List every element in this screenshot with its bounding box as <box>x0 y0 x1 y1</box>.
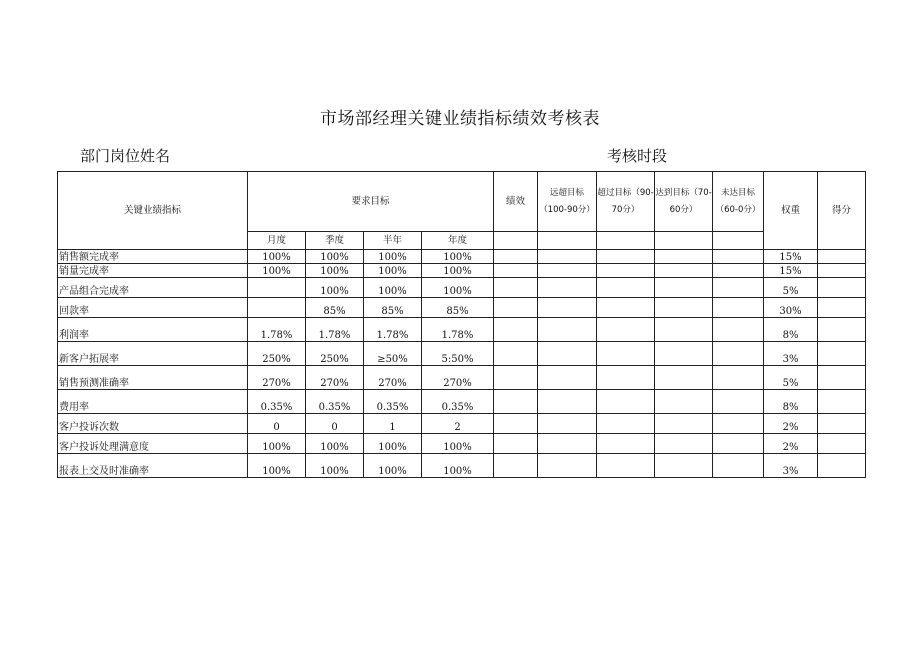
far-exceed-cell <box>538 264 597 278</box>
table-row <box>58 390 866 414</box>
target-year: 0.35% <box>422 390 494 414</box>
performance-cell <box>494 250 538 264</box>
reach-cell <box>655 318 713 342</box>
target-quarter: 1.78% <box>306 318 364 342</box>
reach-cell <box>655 278 713 298</box>
header-quarter: 季度 <box>306 232 364 250</box>
miss-cell <box>713 390 764 414</box>
weight-cell: 30% <box>764 298 818 318</box>
target-half-year: 100% <box>364 434 422 454</box>
exceed-cell <box>597 434 655 454</box>
weight-cell: 2% <box>764 434 818 454</box>
far-exceed-cell <box>538 434 597 454</box>
target-half-year: 100% <box>364 264 422 278</box>
header-reach: 达到目标（70-60分） <box>655 172 713 232</box>
kpi-name: 费用率 <box>58 390 248 414</box>
table-row <box>58 318 866 342</box>
table-row <box>58 342 866 366</box>
score-cell <box>818 342 866 366</box>
miss-cell <box>713 342 764 366</box>
target-quarter: 100% <box>306 454 364 478</box>
empty-cell <box>655 232 713 250</box>
weight-cell: 5% <box>764 366 818 390</box>
exceed-cell <box>597 278 655 298</box>
far-exceed-cell <box>538 342 597 366</box>
target-quarter: 0.35% <box>306 390 364 414</box>
kpi-name: 客户投诉次数 <box>58 414 248 434</box>
reach-cell <box>655 264 713 278</box>
target-month: 270% <box>248 366 306 390</box>
table-row <box>58 298 866 318</box>
target-month: 100% <box>248 434 306 454</box>
far-exceed-cell <box>538 454 597 478</box>
miss-cell <box>713 298 764 318</box>
target-half-year: 1.78% <box>364 318 422 342</box>
exceed-cell <box>597 264 655 278</box>
table-row <box>58 264 866 278</box>
weight-cell: 15% <box>764 250 818 264</box>
reach-cell <box>655 342 713 366</box>
kpi-name: 客户投诉处理满意度 <box>58 434 248 454</box>
miss-cell <box>713 264 764 278</box>
exceed-cell <box>597 390 655 414</box>
far-exceed-cell <box>538 390 597 414</box>
dept-position-name-label: 部门岗位姓名 <box>80 147 171 165</box>
far-exceed-cell <box>538 318 597 342</box>
far-exceed-cell <box>538 278 597 298</box>
score-cell <box>818 264 866 278</box>
kpi-table-body <box>58 250 866 478</box>
target-year: 5:50% <box>422 342 494 366</box>
far-exceed-cell <box>538 414 597 434</box>
target-quarter: 0 <box>306 414 364 434</box>
weight-cell: 3% <box>764 454 818 478</box>
reach-cell <box>655 250 713 264</box>
exceed-cell <box>597 454 655 478</box>
score-cell <box>818 414 866 434</box>
kpi-name: 新客户拓展率 <box>58 342 248 366</box>
target-half-year: 100% <box>364 454 422 478</box>
performance-cell <box>494 390 538 414</box>
table-row <box>58 278 866 298</box>
miss-cell <box>713 434 764 454</box>
score-cell <box>818 278 866 298</box>
kpi-name: 销售额完成率 <box>58 250 248 264</box>
weight-cell: 15% <box>764 264 818 278</box>
header-exceed: 超过目标（90-70分） <box>597 172 655 232</box>
target-month: 1.78% <box>248 318 306 342</box>
far-exceed-cell <box>538 250 597 264</box>
target-half-year: 270% <box>364 366 422 390</box>
empty-cell <box>494 232 538 250</box>
weight-cell: 8% <box>764 318 818 342</box>
target-year: 1.78% <box>422 318 494 342</box>
target-quarter: 270% <box>306 366 364 390</box>
score-cell <box>818 298 866 318</box>
target-quarter: 85% <box>306 298 364 318</box>
performance-cell <box>494 298 538 318</box>
reach-cell <box>655 390 713 414</box>
exceed-cell <box>597 250 655 264</box>
target-month: 100% <box>248 250 306 264</box>
performance-cell <box>494 366 538 390</box>
performance-cell <box>494 342 538 366</box>
exceed-cell <box>597 318 655 342</box>
performance-cell <box>494 414 538 434</box>
kpi-name: 销量完成率 <box>58 264 248 278</box>
weight-cell: 2% <box>764 414 818 434</box>
reach-cell <box>655 366 713 390</box>
header-month: 月度 <box>248 232 306 250</box>
header-weight: 权重 <box>764 172 818 250</box>
miss-cell <box>713 278 764 298</box>
target-year: 85% <box>422 298 494 318</box>
miss-cell <box>713 414 764 434</box>
far-exceed-cell <box>538 366 597 390</box>
header-target: 要求目标 <box>248 172 494 232</box>
kpi-name: 利润率 <box>58 318 248 342</box>
target-month: 250% <box>248 342 306 366</box>
performance-cell <box>494 434 538 454</box>
target-year: 100% <box>422 264 494 278</box>
reach-cell <box>655 298 713 318</box>
miss-cell <box>713 454 764 478</box>
score-cell <box>818 250 866 264</box>
exceed-cell <box>597 342 655 366</box>
target-month: 0 <box>248 414 306 434</box>
target-month <box>248 278 306 298</box>
performance-cell <box>494 318 538 342</box>
weight-cell: 8% <box>764 390 818 414</box>
performance-cell <box>494 278 538 298</box>
target-quarter: 100% <box>306 434 364 454</box>
empty-cell <box>713 232 764 250</box>
target-half-year: 85% <box>364 298 422 318</box>
weight-cell: 3% <box>764 342 818 366</box>
table-row <box>58 414 866 434</box>
target-year: 100% <box>422 434 494 454</box>
miss-cell <box>713 318 764 342</box>
kpi-name: 回款率 <box>58 298 248 318</box>
score-cell <box>818 434 866 454</box>
score-cell <box>818 318 866 342</box>
table-row <box>58 434 866 454</box>
miss-cell <box>713 250 764 264</box>
kpi-name: 产品组合完成率 <box>58 278 248 298</box>
target-half-year: 1 <box>364 414 422 434</box>
target-year: 100% <box>422 454 494 478</box>
target-half-year: 0.35% <box>364 390 422 414</box>
table-row <box>58 454 866 478</box>
score-cell <box>818 390 866 414</box>
header-half-year: 半年 <box>364 232 422 250</box>
target-quarter: 100% <box>306 278 364 298</box>
page-title: 市场部经理关键业绩指标绩效考核表 <box>320 109 600 129</box>
target-half-year: 100% <box>364 278 422 298</box>
target-month <box>248 298 306 318</box>
kpi-name: 报表上交及时准确率 <box>58 454 248 478</box>
miss-cell <box>713 366 764 390</box>
table-row <box>58 250 866 264</box>
header-year: 年度 <box>422 232 494 250</box>
table-row <box>58 366 866 390</box>
header-kpi: 关键业绩指标 <box>58 172 248 250</box>
performance-cell <box>494 454 538 478</box>
kpi-table <box>57 171 866 478</box>
target-year: 270% <box>422 366 494 390</box>
target-quarter: 100% <box>306 264 364 278</box>
reach-cell <box>655 454 713 478</box>
performance-cell <box>494 264 538 278</box>
exceed-cell <box>597 298 655 318</box>
target-quarter: 250% <box>306 342 364 366</box>
target-year: 100% <box>422 250 494 264</box>
header-miss: 未达目标（60-0分） <box>713 172 764 232</box>
header-far-exceed: 远超目标（100-90分） <box>538 172 597 232</box>
target-month: 0.35% <box>248 390 306 414</box>
target-half-year: ≥50% <box>364 342 422 366</box>
empty-cell <box>538 232 597 250</box>
target-month: 100% <box>248 264 306 278</box>
empty-cell <box>597 232 655 250</box>
target-year: 2 <box>422 414 494 434</box>
assessment-period-label: 考核时段 <box>607 147 668 165</box>
reach-cell <box>655 414 713 434</box>
score-cell <box>818 454 866 478</box>
target-half-year: 100% <box>364 250 422 264</box>
target-quarter: 100% <box>306 250 364 264</box>
score-cell <box>818 366 866 390</box>
kpi-name: 销售预测准确率 <box>58 366 248 390</box>
target-month: 100% <box>248 454 306 478</box>
exceed-cell <box>597 414 655 434</box>
header-score: 得分 <box>818 172 866 250</box>
weight-cell: 5% <box>764 278 818 298</box>
target-year: 100% <box>422 278 494 298</box>
reach-cell <box>655 434 713 454</box>
exceed-cell <box>597 366 655 390</box>
header-performance: 绩效 <box>494 172 538 232</box>
far-exceed-cell <box>538 298 597 318</box>
